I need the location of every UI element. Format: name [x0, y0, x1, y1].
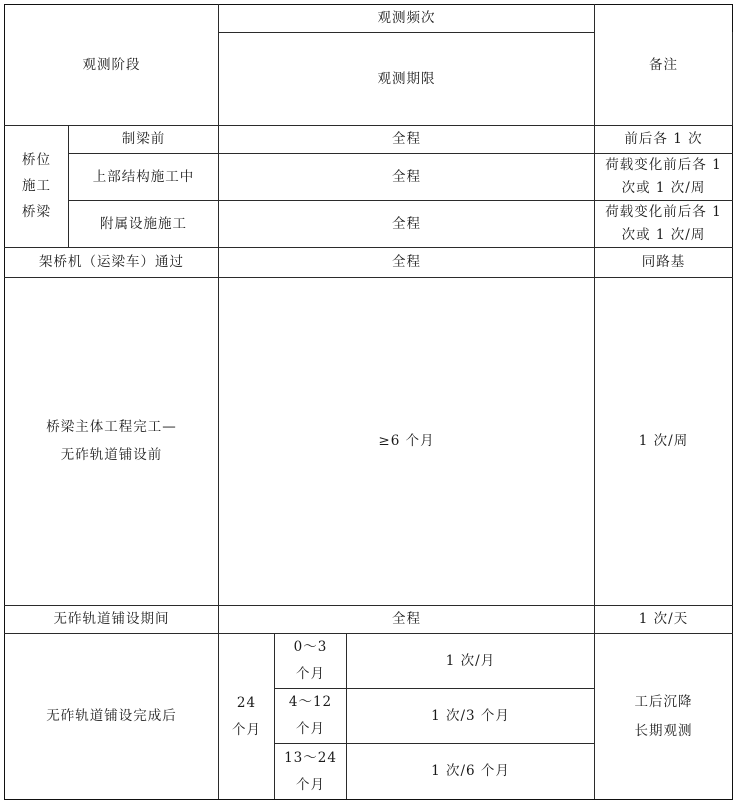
after-laying-remark: [595, 634, 733, 800]
sub-period-range: 4～12: [288, 694, 333, 710]
bridge-group-label: [5, 126, 69, 248]
main-complete-row: [5, 278, 733, 606]
header-period-limit: 观测期限: [219, 33, 595, 126]
bridge-group-label-line-3: 桥梁: [22, 204, 51, 220]
stage-cell: [5, 278, 219, 606]
sub-period-cell: [275, 634, 347, 689]
limit-cell: 全程: [219, 154, 595, 201]
limit-cell: 全程: [219, 606, 595, 634]
sub-period-cell: [275, 744, 347, 800]
cycle-cell: 荷载变化前后各 1 次或 1 次/周: [595, 154, 733, 201]
sub-period-range: 13～24: [284, 749, 337, 766]
stage-cell: 架桥机（运梁车）通过: [5, 248, 219, 278]
sub-period-unit: 个月: [296, 666, 325, 682]
stage-cell: 附属设施施工: [69, 201, 219, 248]
cycle-cell: 1 次/月: [347, 634, 595, 689]
laying-row: [5, 606, 733, 634]
remark-line-1: 工后沉降: [634, 693, 693, 710]
cycle-cell: 荷载变化前后各 1 次或 1 次/周: [595, 201, 733, 248]
cycle-cell: 1 次/6 个月: [347, 744, 595, 800]
header-row-1: [5, 5, 733, 33]
after-laying-row-1: [5, 634, 733, 689]
stage-cell: 制梁前: [69, 126, 219, 154]
total-limit-unit: 个月: [232, 721, 261, 738]
cycle-cell: 1 次/周: [595, 278, 733, 606]
cycle-cell: 1 次/3 个月: [347, 689, 595, 744]
stage-line-2: 无砟轨道铺设前: [60, 447, 163, 463]
header-stage: 观测阶段: [5, 5, 219, 126]
header-remarks: 备注: [595, 5, 733, 126]
stage-line-1: 桥梁主体工程完工—: [46, 419, 177, 435]
bridge-row-3: [5, 201, 733, 248]
cycle-cell: 同路基: [595, 248, 733, 278]
header-frequency: 观测频次: [219, 5, 595, 33]
limit-cell: ≥6 个月: [219, 278, 595, 606]
bridge-group-label-line-2: 施工: [22, 178, 51, 194]
sub-period-unit: 个月: [296, 776, 325, 793]
bridge-group-label-line-1: 桥位: [22, 152, 51, 168]
total-limit-value: 24: [236, 694, 257, 711]
bridge-row-2: [5, 154, 733, 201]
observation-frequency-table: [4, 4, 733, 800]
stage-cell: 无砟轨道铺设期间: [5, 606, 219, 634]
cycle-cell: 前后各 1 次: [595, 126, 733, 154]
sub-period-cell: [275, 689, 347, 744]
cycle-cell: 1 次/天: [595, 606, 733, 634]
sub-period-unit: 个月: [296, 721, 325, 737]
erector-row: [5, 248, 733, 278]
total-limit-cell: [219, 634, 275, 800]
limit-cell: 全程: [219, 201, 595, 248]
remark-line-2: 长期观测: [634, 722, 693, 739]
limit-cell: 全程: [219, 248, 595, 278]
bridge-row-1: [5, 126, 733, 154]
stage-cell: 上部结构施工中: [69, 154, 219, 201]
after-laying-stage: 无砟轨道铺设完成后: [5, 634, 219, 800]
sub-period-range: 0～3: [293, 639, 328, 655]
limit-cell: 全程: [219, 126, 595, 154]
